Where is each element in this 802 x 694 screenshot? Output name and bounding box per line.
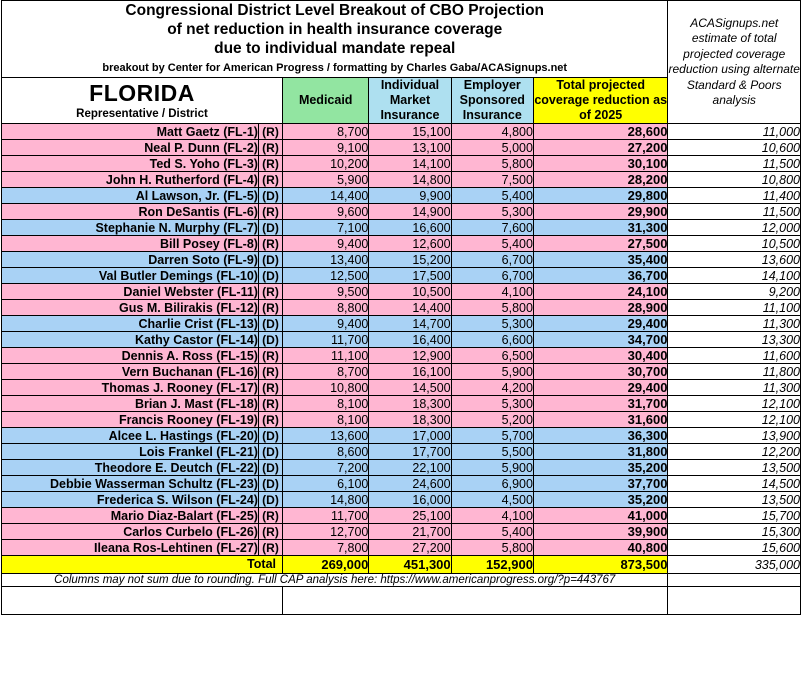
- representative-name: Ted S. Yoho (FL-3): [2, 156, 259, 172]
- table-row: [2, 300, 801, 316]
- acas-estimate-value: 14,500: [668, 476, 801, 492]
- representative-name: Frederica S. Wilson (FL-24): [2, 492, 259, 508]
- employer-sponsored-value: 6,900: [451, 476, 533, 492]
- medicaid-value: 14,400: [283, 188, 369, 204]
- acas-estimate-value: 15,700: [668, 508, 801, 524]
- individual-market-value: 16,000: [369, 492, 451, 508]
- employer-sponsored-value: 6,500: [451, 348, 533, 364]
- party-label: (R): [258, 140, 282, 156]
- total-projected-value: 30,100: [533, 156, 668, 172]
- table-row: [2, 524, 801, 540]
- table-row: [2, 252, 801, 268]
- acas-estimate-value: 13,500: [668, 460, 801, 476]
- employer-sponsored-value: 4,800: [451, 124, 533, 140]
- title-line-3: due to individual mandate repeal: [214, 40, 456, 57]
- title-subtitle: breakout by Center for American Progress / formatting by Charles Gaba/ACASignups.net: [102, 62, 568, 74]
- acas-estimate-value: 13,900: [668, 428, 801, 444]
- party-label: (R): [258, 396, 282, 412]
- table-total-row: [2, 556, 801, 574]
- table-row: [2, 476, 801, 492]
- representative-name: Val Butler Demings (FL-10): [2, 268, 259, 284]
- table-row: [2, 316, 801, 332]
- table-row: [2, 540, 801, 556]
- individual-market-value: 22,100: [369, 460, 451, 476]
- individual-market-value: 17,000: [369, 428, 451, 444]
- total-projected-value: 31,800: [533, 444, 668, 460]
- representative-name: Stephanie N. Murphy (FL-7): [2, 220, 259, 236]
- individual-market-value: 16,400: [369, 332, 451, 348]
- individual-market-value: 12,600: [369, 236, 451, 252]
- party-label: (D): [258, 188, 282, 204]
- total-projected-value: 35,200: [533, 460, 668, 476]
- total-projected-value: 40,800: [533, 540, 668, 556]
- medicaid-value: 7,200: [283, 460, 369, 476]
- party-label: (R): [258, 364, 282, 380]
- report-title: [2, 1, 668, 78]
- total-projected-value: 29,900: [533, 204, 668, 220]
- party-label: (D): [258, 460, 282, 476]
- employer-sponsored-value: 5,500: [451, 444, 533, 460]
- employer-sponsored-value: 5,200: [451, 412, 533, 428]
- acas-estimate-value: 11,800: [668, 364, 801, 380]
- total-projected-value: 29,400: [533, 316, 668, 332]
- total-projected-value: 36,300: [533, 428, 668, 444]
- employer-sponsored-value: 5,800: [451, 540, 533, 556]
- employer-sponsored-value: 5,900: [451, 364, 533, 380]
- individual-market-value: 14,100: [369, 156, 451, 172]
- individual-market-value: 14,800: [369, 172, 451, 188]
- employer-sponsored-value: 5,800: [451, 156, 533, 172]
- table-row: [2, 156, 801, 172]
- party-label: (R): [258, 524, 282, 540]
- table-row: [2, 236, 801, 252]
- total-projected-value: 31,600: [533, 412, 668, 428]
- individual-market-value: 17,500: [369, 268, 451, 284]
- individual-market-value: 18,300: [369, 396, 451, 412]
- representative-name: Ron DeSantis (FL-6): [2, 204, 259, 220]
- party-label: (D): [258, 476, 282, 492]
- total-projected-value: 29,800: [533, 188, 668, 204]
- employer-sponsored-value: 5,800: [451, 300, 533, 316]
- party-label: (D): [258, 316, 282, 332]
- party-label: (D): [258, 268, 282, 284]
- total-projected-value: 31,700: [533, 396, 668, 412]
- total-projected: 873,500: [533, 556, 668, 574]
- table-row: [2, 428, 801, 444]
- representative-name: Dennis A. Ross (FL-15): [2, 348, 259, 364]
- total-projected-value: 39,900: [533, 524, 668, 540]
- total-projected-value: 34,700: [533, 332, 668, 348]
- table-row: [2, 492, 801, 508]
- party-label: (R): [258, 236, 282, 252]
- party-label: (R): [258, 172, 282, 188]
- footer-row: [2, 574, 801, 587]
- acas-estimate-value: 15,300: [668, 524, 801, 540]
- representative-name: Matt Gaetz (FL-1): [2, 124, 259, 140]
- acas-estimate-value: 11,000: [668, 124, 801, 140]
- total-projected-value: 27,500: [533, 236, 668, 252]
- bottom-spacer-row: [2, 587, 801, 615]
- employer-sponsored-value: 4,500: [451, 492, 533, 508]
- medicaid-value: 14,800: [283, 492, 369, 508]
- representative-name: John H. Rutherford (FL-4): [2, 172, 259, 188]
- party-label: (R): [258, 508, 282, 524]
- individual-market-value: 15,200: [369, 252, 451, 268]
- total-projected-value: 41,000: [533, 508, 668, 524]
- representative-name: Kathy Castor (FL-14): [2, 332, 259, 348]
- individual-market-value: 9,900: [369, 188, 451, 204]
- individual-market-value: 25,100: [369, 508, 451, 524]
- acasignups-note: ACASignups.net estimate of total projected coverage reduction using alternate Standard & Poors analysis: [668, 1, 801, 124]
- party-label: (R): [258, 156, 282, 172]
- employer-sponsored-value: 4,200: [451, 380, 533, 396]
- table-row: [2, 412, 801, 428]
- table-row: [2, 380, 801, 396]
- medicaid-value: 13,400: [283, 252, 369, 268]
- employer-sponsored-value: 7,500: [451, 172, 533, 188]
- column-header-individual-market: Individual Market Insurance: [369, 78, 451, 124]
- medicaid-value: 8,100: [283, 412, 369, 428]
- total-projected-value: 35,400: [533, 252, 668, 268]
- acas-estimate-value: 11,300: [668, 380, 801, 396]
- acas-estimate-value: 13,500: [668, 492, 801, 508]
- acas-estimate-value: 12,000: [668, 220, 801, 236]
- table-row: [2, 268, 801, 284]
- individual-market-value: 14,900: [369, 204, 451, 220]
- individual-market-value: 12,900: [369, 348, 451, 364]
- individual-market-value: 14,400: [369, 300, 451, 316]
- acas-estimate-value: 12,100: [668, 412, 801, 428]
- representative-name: Vern Buchanan (FL-16): [2, 364, 259, 380]
- employer-sponsored-value: 5,300: [451, 204, 533, 220]
- medicaid-value: 7,800: [283, 540, 369, 556]
- representative-name: Neal P. Dunn (FL-2): [2, 140, 259, 156]
- medicaid-value: 12,500: [283, 268, 369, 284]
- representative-name: Francis Rooney (FL-19): [2, 412, 259, 428]
- medicaid-value: 12,700: [283, 524, 369, 540]
- total-medicaid: 269,000: [283, 556, 369, 574]
- acas-estimate-value: 15,600: [668, 540, 801, 556]
- medicaid-value: 11,100: [283, 348, 369, 364]
- state-subheader: Representative / District: [76, 107, 208, 120]
- total-projected-value: 24,100: [533, 284, 668, 300]
- party-label: (R): [258, 124, 282, 140]
- medicaid-value: 8,600: [283, 444, 369, 460]
- title-line-1: Congressional District Level Breakout of CBO Projection: [125, 2, 545, 19]
- column-header-total-projected: Total projected coverage reduction as of 2025: [534, 78, 668, 122]
- employer-sponsored-value: 6,700: [451, 252, 533, 268]
- representative-name: Lois Frankel (FL-21): [2, 444, 259, 460]
- representative-name: Daniel Webster (FL-11): [2, 284, 259, 300]
- representative-name: Mario Diaz-Balart (FL-25): [2, 508, 259, 524]
- representative-name: Theodore E. Deutch (FL-22): [2, 460, 259, 476]
- medicaid-value: 7,100: [283, 220, 369, 236]
- party-label: (R): [258, 204, 282, 220]
- acas-estimate-value: 12,100: [668, 396, 801, 412]
- table-row: [2, 460, 801, 476]
- title-line-2: of net reduction in health insurance coverage: [167, 21, 503, 38]
- footer-blank: [668, 574, 801, 587]
- acas-estimate-value: 10,500: [668, 236, 801, 252]
- medicaid-value: 8,700: [283, 364, 369, 380]
- representative-name: Ileana Ros-Lehtinen (FL-27): [2, 540, 259, 556]
- medicaid-value: 9,600: [283, 204, 369, 220]
- individual-market-value: 16,100: [369, 364, 451, 380]
- total-projected-value: 28,600: [533, 124, 668, 140]
- employer-sponsored-value: 7,600: [451, 220, 533, 236]
- representative-name: Thomas J. Rooney (FL-17): [2, 380, 259, 396]
- representative-name: Alcee L. Hastings (FL-20): [2, 428, 259, 444]
- representative-name: Gus M. Bilirakis (FL-12): [2, 300, 259, 316]
- table-row: [2, 508, 801, 524]
- total-label: Total: [2, 556, 283, 574]
- employer-sponsored-value: 5,400: [451, 524, 533, 540]
- acas-estimate-value: 13,300: [668, 332, 801, 348]
- medicaid-value: 5,900: [283, 172, 369, 188]
- total-employer: 152,900: [451, 556, 533, 574]
- medicaid-value: 10,800: [283, 380, 369, 396]
- total-projected-value: 29,400: [533, 380, 668, 396]
- table-row: [2, 220, 801, 236]
- employer-sponsored-value: 5,400: [451, 188, 533, 204]
- acas-estimate-value: 10,600: [668, 140, 801, 156]
- total-projected-value: 35,200: [533, 492, 668, 508]
- table-body: [2, 124, 801, 556]
- acas-estimate-value: 11,300: [668, 316, 801, 332]
- bottom-spacer-mid: [283, 587, 668, 615]
- footer-note: Columns may not sum due to rounding. Full CAP analysis here: https://www.americanprogress.org/?p=443767: [2, 574, 668, 587]
- medicaid-value: 6,100: [283, 476, 369, 492]
- individual-market-value: 14,500: [369, 380, 451, 396]
- state-name: FLORIDA: [89, 79, 195, 106]
- title-row: [2, 1, 801, 78]
- employer-sponsored-value: 5,700: [451, 428, 533, 444]
- representative-name: Brian J. Mast (FL-18): [2, 396, 259, 412]
- individual-market-value: 15,100: [369, 124, 451, 140]
- bottom-spacer-right: [668, 587, 801, 615]
- medicaid-value: 9,100: [283, 140, 369, 156]
- table-row: [2, 396, 801, 412]
- employer-sponsored-value: 5,400: [451, 236, 533, 252]
- table-row: [2, 332, 801, 348]
- acas-estimate-value: 12,200: [668, 444, 801, 460]
- party-label: (R): [258, 380, 282, 396]
- acas-estimate-value: 9,200: [668, 284, 801, 300]
- table-row: [2, 172, 801, 188]
- representative-name: Bill Posey (FL-8): [2, 236, 259, 252]
- individual-market-value: 27,200: [369, 540, 451, 556]
- acas-estimate-value: 10,800: [668, 172, 801, 188]
- employer-sponsored-value: 6,600: [451, 332, 533, 348]
- total-projected-value: 28,900: [533, 300, 668, 316]
- party-label: (R): [258, 284, 282, 300]
- party-label: (R): [258, 412, 282, 428]
- employer-sponsored-value: 4,100: [451, 284, 533, 300]
- total-projected-value: 28,200: [533, 172, 668, 188]
- employer-sponsored-value: 6,700: [451, 268, 533, 284]
- table-row: [2, 188, 801, 204]
- medicaid-value: 11,700: [283, 508, 369, 524]
- acas-estimate-value: 11,100: [668, 300, 801, 316]
- column-header-employer-sponsored: Employer Sponsored Insurance: [451, 78, 533, 124]
- total-individual: 451,300: [369, 556, 451, 574]
- total-acas-estimate: 335,000: [668, 556, 801, 574]
- employer-sponsored-value: 5,900: [451, 460, 533, 476]
- table-row: [2, 284, 801, 300]
- acas-estimate-value: 11,600: [668, 348, 801, 364]
- total-projected-value: 27,200: [533, 140, 668, 156]
- medicaid-value: 8,800: [283, 300, 369, 316]
- medicaid-value: 9,400: [283, 236, 369, 252]
- district-breakout-table: [1, 0, 801, 615]
- individual-market-value: 16,600: [369, 220, 451, 236]
- table-row: [2, 124, 801, 140]
- total-projected-value: 36,700: [533, 268, 668, 284]
- individual-market-value: 17,700: [369, 444, 451, 460]
- party-label: (R): [258, 300, 282, 316]
- individual-market-value: 18,300: [369, 412, 451, 428]
- medicaid-value: 9,400: [283, 316, 369, 332]
- medicaid-value: 8,700: [283, 124, 369, 140]
- individual-market-value: 13,100: [369, 140, 451, 156]
- individual-market-value: 24,600: [369, 476, 451, 492]
- representative-name: Al Lawson, Jr. (FL-5): [2, 188, 259, 204]
- medicaid-value: 11,700: [283, 332, 369, 348]
- acas-estimate-value: 11,500: [668, 156, 801, 172]
- employer-sponsored-value: 4,100: [451, 508, 533, 524]
- party-label: (R): [258, 348, 282, 364]
- acas-estimate-value: 13,600: [668, 252, 801, 268]
- medicaid-value: 10,200: [283, 156, 369, 172]
- employer-sponsored-value: 5,000: [451, 140, 533, 156]
- acas-estimate-value: 14,100: [668, 268, 801, 284]
- party-label: (R): [258, 540, 282, 556]
- total-projected-value: 37,700: [533, 476, 668, 492]
- representative-name: Debbie Wasserman Schultz (FL-23): [2, 476, 259, 492]
- bottom-spacer-left: [2, 587, 283, 615]
- employer-sponsored-value: 5,300: [451, 316, 533, 332]
- party-label: (D): [258, 332, 282, 348]
- total-projected-value: 30,400: [533, 348, 668, 364]
- table-row: [2, 348, 801, 364]
- individual-market-value: 21,700: [369, 524, 451, 540]
- individual-market-value: 14,700: [369, 316, 451, 332]
- total-projected-value: 30,700: [533, 364, 668, 380]
- party-label: (D): [258, 492, 282, 508]
- representative-name: Darren Soto (FL-9): [2, 252, 259, 268]
- state-header: [2, 78, 283, 124]
- table-row: [2, 364, 801, 380]
- individual-market-value: 10,500: [369, 284, 451, 300]
- table-row: [2, 204, 801, 220]
- party-label: (D): [258, 428, 282, 444]
- medicaid-value: 9,500: [283, 284, 369, 300]
- medicaid-value: 8,100: [283, 396, 369, 412]
- table-row: [2, 444, 801, 460]
- representative-name: Charlie Crist (FL-13): [2, 316, 259, 332]
- employer-sponsored-value: 5,300: [451, 396, 533, 412]
- party-label: (D): [258, 220, 282, 236]
- acas-estimate-value: 11,500: [668, 204, 801, 220]
- party-label: (D): [258, 252, 282, 268]
- party-label: (D): [258, 444, 282, 460]
- acas-estimate-value: 11,400: [668, 188, 801, 204]
- representative-name: Carlos Curbelo (FL-26): [2, 524, 259, 540]
- total-projected-value: 31,300: [533, 220, 668, 236]
- medicaid-value: 13,600: [283, 428, 369, 444]
- column-header-medicaid: Medicaid: [283, 78, 369, 124]
- table-row: [2, 140, 801, 156]
